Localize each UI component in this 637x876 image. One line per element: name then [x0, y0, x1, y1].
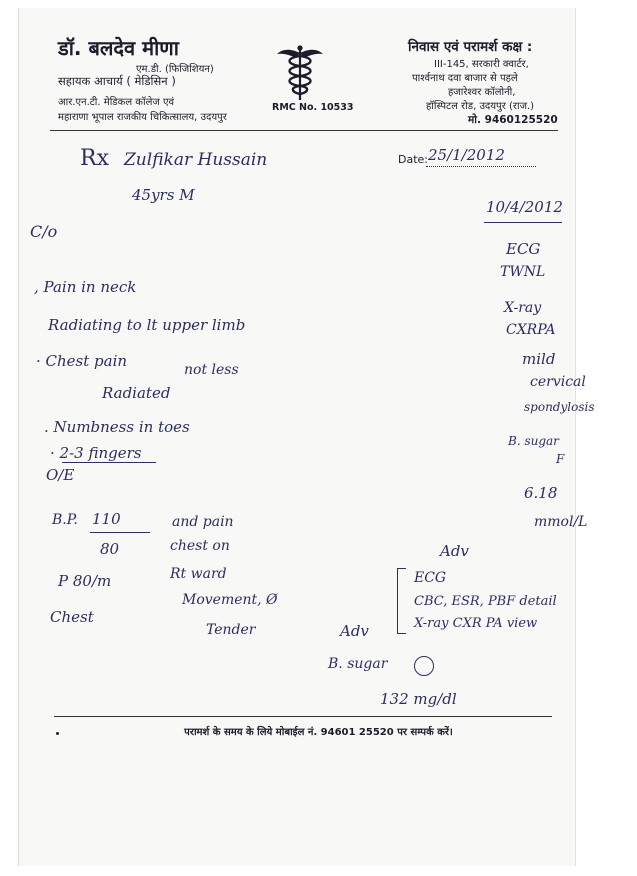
random-sugar-circle — [414, 656, 434, 676]
college-line-2: महाराणा भूपाल राजकीय चिकित्सालय, उदयपुर — [58, 112, 227, 123]
advice-bracket — [397, 568, 406, 634]
advice-label: Adv — [440, 542, 469, 560]
followup-date-underline — [484, 222, 562, 223]
followup-finding-1: mild — [522, 350, 556, 368]
followup-sugar: B. sugar — [508, 434, 559, 448]
bp-value: 110 — [92, 510, 121, 528]
exam-note-2: chest on — [170, 538, 230, 554]
followup-finding-3: spondylosis — [524, 400, 595, 414]
complaint-6: . Numbness in toes — [44, 418, 190, 436]
followup-date: 10/4/2012 — [486, 198, 563, 216]
followup-xray: X-ray — [504, 300, 542, 316]
sugar-adv-label: Adv — [340, 622, 369, 640]
complaint-3: · Chest pain — [36, 352, 128, 370]
rmc-number: RMC No. 10533 — [272, 102, 354, 113]
followup-xray-note: CXRPA — [506, 322, 556, 338]
complaint-label: C/o — [30, 222, 58, 241]
complaint-2: Radiating to lt upper limb — [48, 316, 246, 334]
rx-symbol: Rx — [80, 146, 109, 171]
date-dotted-line — [426, 166, 536, 167]
date-value: 25/1/2012 — [428, 146, 505, 164]
sugar-result: 132 mg/dl — [380, 690, 457, 708]
patient-name: Zulfikar Hussain — [124, 150, 268, 170]
pulse: P 80/m — [58, 572, 112, 590]
bp-divider-line — [90, 532, 150, 533]
doctor-degree: एम.डी. (फिजिशियन) — [136, 64, 214, 75]
followup-sugar-label: F — [556, 452, 565, 466]
college-line-1: आर.एन.टी. मेडिकल कॉलेज एवं — [58, 97, 175, 108]
followup-sugar-value: 6.18 — [524, 484, 558, 502]
complaint-7: · 2-3 fingers — [50, 444, 142, 462]
exam-note-3: Rt ward — [170, 566, 227, 582]
footer-divider — [54, 716, 552, 717]
followup-sugar-unit: mmol/L — [534, 514, 588, 530]
doctor-designation: सहायक आचार्य ( मेडिसिन ) — [58, 74, 176, 88]
followup-ecg-note: TWNL — [500, 264, 546, 280]
complaint-1: , Pain in neck — [34, 278, 137, 296]
complaint-5: not less — [184, 362, 239, 378]
complaint-8: O/E — [46, 466, 75, 484]
advice-item-1: ECG — [414, 570, 447, 586]
fingers-underline — [62, 462, 156, 463]
address-line-2: पार्श्वनाथ दवा बाजार से पहले — [412, 73, 518, 84]
advice-item-2: CBC, ESR, PBF detail — [414, 594, 557, 609]
exam-note-4: Movement, Ø — [182, 592, 278, 608]
mobile-number: मो. 9460125520 — [468, 114, 558, 126]
doctor-name: डॉ. बलदेव मीणा — [58, 36, 179, 60]
header-divider — [50, 130, 558, 131]
bp-divider: 80 — [100, 540, 120, 558]
caduceus-icon — [276, 44, 324, 102]
chest-label: Chest — [50, 608, 94, 626]
exam-note-1: and pain — [172, 514, 234, 530]
address-line-3: हजारेश्वर कॉलोनी, — [448, 87, 516, 98]
sugar-label: B. sugar — [328, 656, 388, 672]
complaint-4: Radiated — [102, 384, 171, 402]
advice-item-3: X-ray CXR PA view — [414, 616, 538, 631]
footer-text: परामर्श के समय के लिये मोबाईल नं. 94601 25520 पर सम्पर्क करें। — [184, 727, 453, 738]
bp-label: B.P. — [52, 512, 78, 528]
date-label: Date: — [398, 153, 428, 166]
followup-ecg: ECG — [506, 240, 541, 258]
address-line-4: हॉस्पिटल रोड, उदयपुर (राज.) — [426, 101, 535, 112]
exam-note-5: Tender — [206, 622, 256, 638]
followup-finding-2: cervical — [530, 374, 586, 390]
address-line-1: III-145, सरकारी क्वार्टर, — [434, 59, 529, 70]
patient-age-sex: 45yrs M — [132, 186, 195, 204]
residence-title: निवास एवं परामर्श कक्ष : — [408, 39, 533, 55]
